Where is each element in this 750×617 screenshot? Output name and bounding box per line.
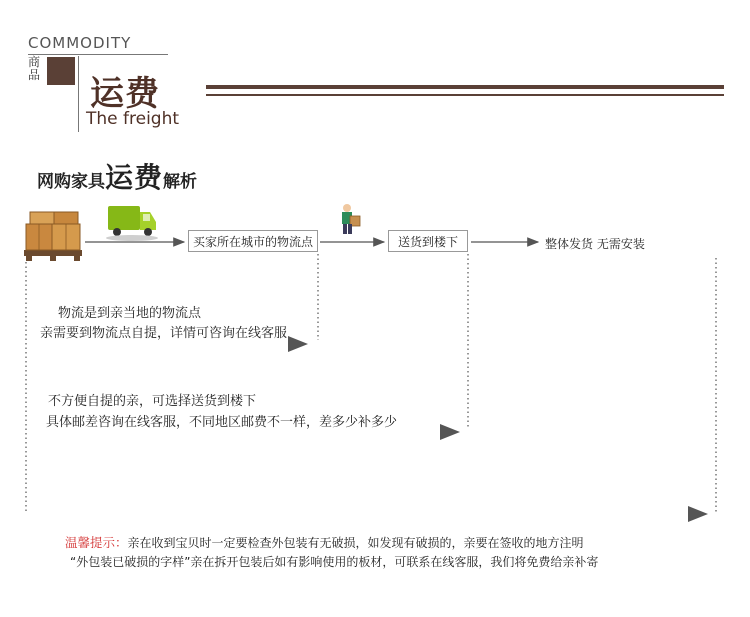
- note-line-3: 不方便自提的亲，可选择送货到楼下: [48, 394, 257, 409]
- courier-person-icon: [342, 204, 360, 234]
- note-line-4: 具体邮差咨询在线客服，不同地区邮费不一样，差多少补多少: [46, 415, 398, 430]
- warning-text: 亲在收到宝贝时一定要检查外包装有无破损，如发现有破损的，亲要在签收的地方注明: [127, 536, 584, 550]
- delivery-truck-icon: [106, 206, 158, 241]
- section-title-part1: 网购家具: [37, 172, 105, 192]
- flow-step-local-depot: 买家所在城市的物流点: [188, 230, 318, 252]
- commodity-label: COMMODITY: [28, 34, 132, 52]
- section-title-emphasis: 运费: [105, 161, 164, 194]
- flow-step-final: 整体发货 无需安装: [545, 237, 645, 251]
- warning-notice: [65, 533, 584, 551]
- section-title-part3: 解析: [163, 172, 198, 192]
- page-title: 运费: [90, 74, 160, 114]
- flow-step-delivery-downstairs: 送货到楼下: [388, 230, 468, 252]
- commodity-cn-label: 商品: [28, 55, 41, 82]
- page-subtitle: The freight: [86, 109, 180, 129]
- note-line-1: 物流是到亲当地的物流点: [58, 306, 202, 321]
- warning-label: 温馨提示：: [65, 535, 128, 550]
- note-line-2: 亲需要到物流点自提，详情可咨询在线客服: [40, 326, 288, 341]
- warning-text-line2: “外包装已破损的字样”亲在拆开包装后如有影响使用的板材，可联系在线客服，我们将免费给亲补寄: [70, 555, 599, 569]
- pallet-boxes-icon: [24, 212, 82, 261]
